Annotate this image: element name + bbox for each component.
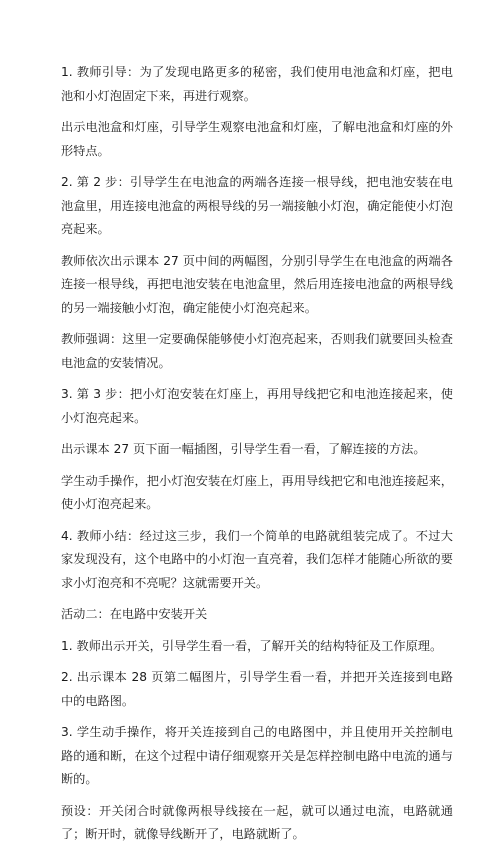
paragraph-show-p27-bottom: 出示课本 27 页下面一幅插图，引导学生看一看，了解连接的方法。 [61, 442, 426, 456]
paragraph-show-switch: 1. 教师出示开关，引导学生看一看，了解开关的结构特征及工作原理。 [61, 638, 443, 653]
paragraph-show-battery-box: 出示电池盒和灯座，引导学生观察电池盒和灯座，了解电池盒和灯座的外形特点。 [61, 120, 453, 158]
document-body [61, 61, 453, 855]
paragraph-show-p28: 2. 出示课本 28 页第二幅图片，引导学生看一看，并把开关连接到电路中的电路图。 [61, 670, 453, 708]
paragraph-activity-two-heading: 活动二：在电路中安装开关 [61, 607, 208, 621]
paragraph-step1-guide: 1. 教师引导：为了发现电路更多的秘密，我们使用电池盒和灯座，把电池和小灯泡固定下来，再进行观察。 [61, 65, 453, 103]
paragraph-preset: 预设：开关闭合时就像两根导线接在一起，就可以通过电流，电路就通了；断开时，就像导线断开了，电路就断了。 [61, 803, 453, 841]
paragraph-students-connect-switch: 3. 学生动手操作，将开关连接到自己的电路图中，并且使用开关控制电路的通和断，在这个过程中请仔细观察开关是怎样控制电路中电流的通与断的。 [61, 725, 453, 786]
paragraph-students-operate: 学生动手操作，把小灯泡安装在灯座上，再用导线把它和电池连接起来，使小灯泡亮起来。 [61, 473, 453, 511]
paragraph-teacher-summary: 4. 教师小结：经过这三步，我们一个简单的电路就组装完成了。不过大家发现没有，这个电路中的小灯泡一直亮着，我们怎样才能随心所欲的要求小灯泡亮和不亮呢？这就需要开关。 [61, 528, 453, 590]
paragraph-teacher-emphasis: 教师强调：这里一定要确保能够使小灯泡亮起来，否则我们就要回头检查电池盒的安装情况。 [61, 332, 453, 370]
paragraph-teacher-shows-p27: 教师依次出示课本 27 页中间的两幅图，分别引导学生在电池盒的两端各连接一根导线，再把电池安装在电池盒里，然后用连接电池盒的两根导线的另一端接触小灯泡，确定能使小灯泡亮起来。 [61, 253, 453, 315]
paragraph-step3: 3. 第 3 步：把小灯泡安装在灯座上，再用导线把它和电池连接起来，使小灯泡亮起来。 [61, 387, 453, 425]
paragraph-step2: 2. 第 2 步：引导学生在电池盒的两端各连接一根导线，把电池安装在电池盒里，用连接电池盒的两根导线的另一端接触小灯泡，确定能使小灯泡亮起来。 [61, 175, 453, 236]
